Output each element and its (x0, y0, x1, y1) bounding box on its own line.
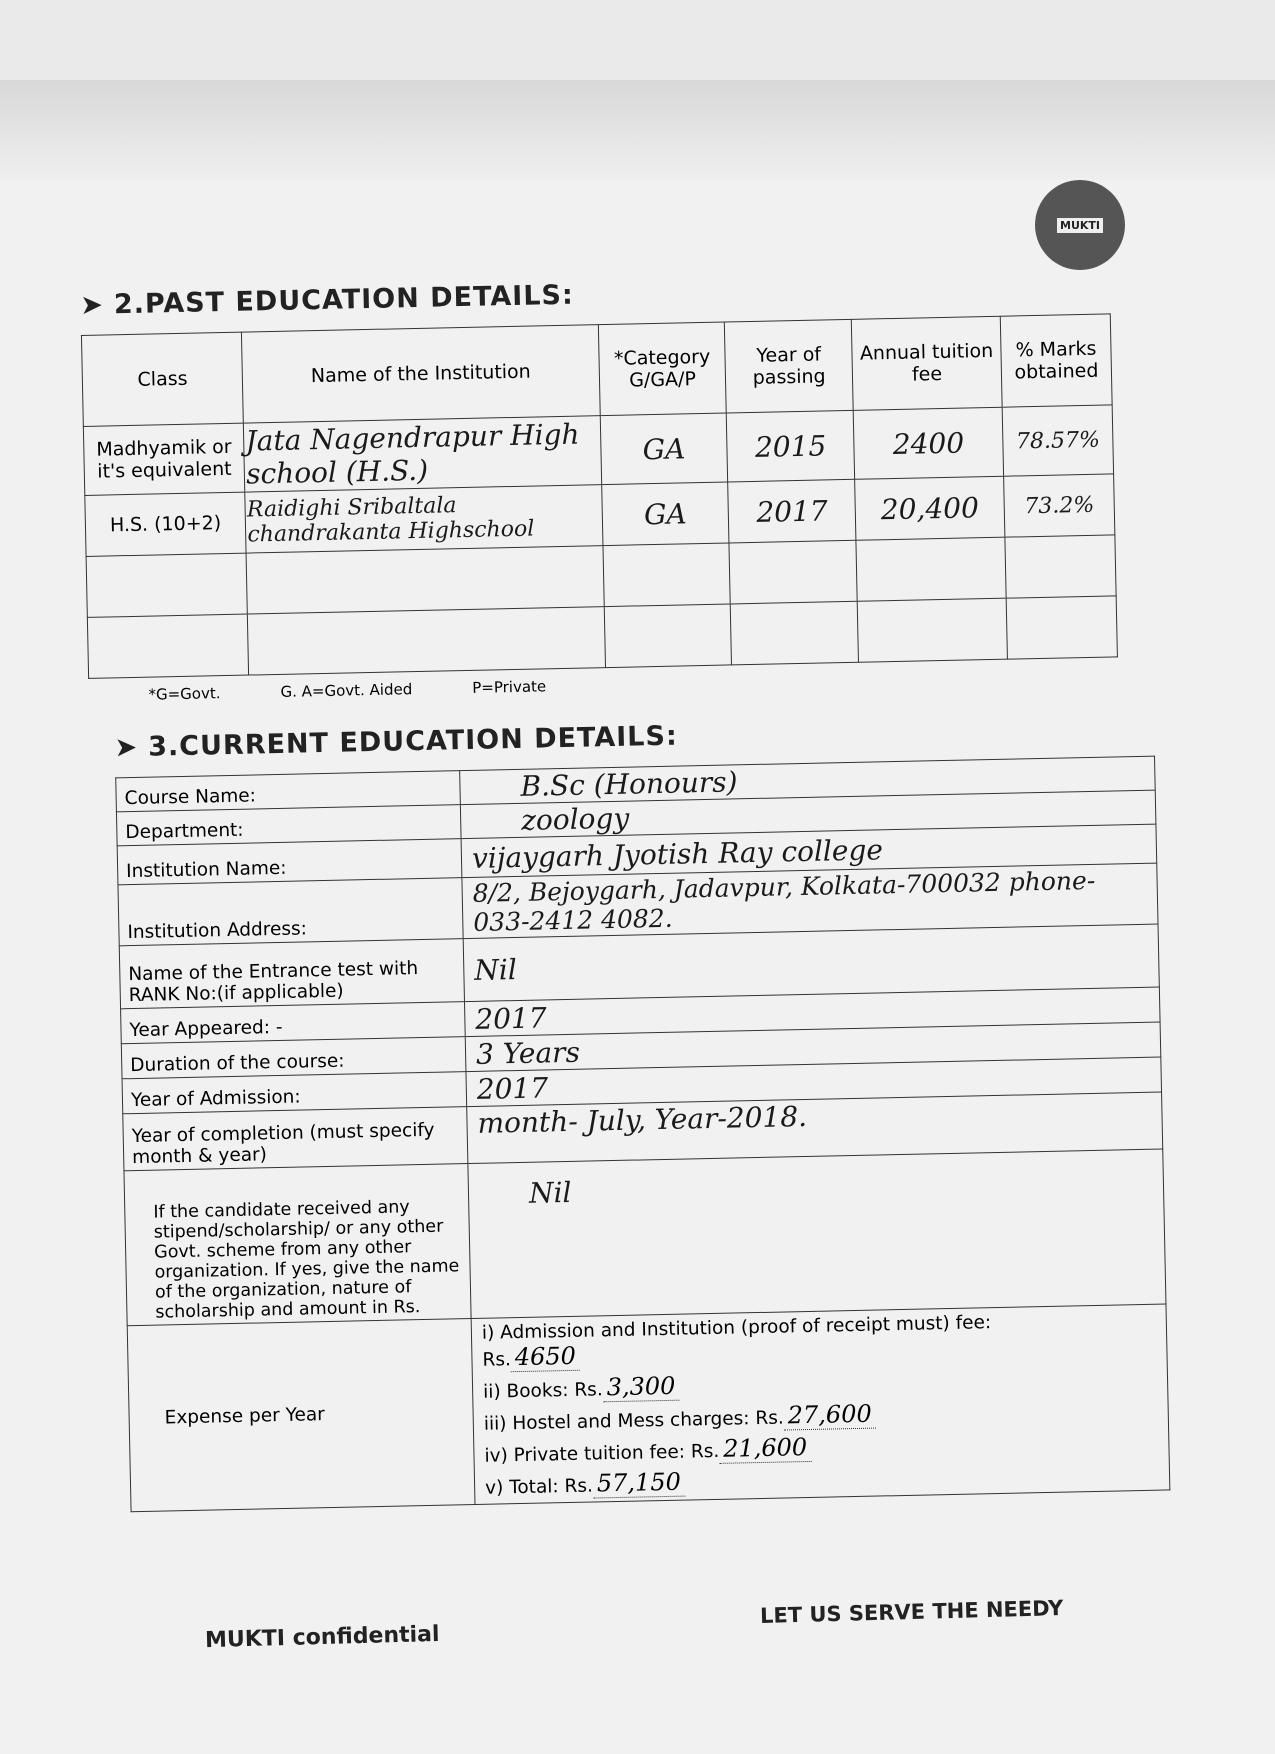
current-education-heading: ➤ 3.CURRENT EDUCATION DETAILS: (114, 720, 679, 764)
table-row: Institution Name: vijaygarh Jyotish Ray college (117, 824, 1157, 885)
footer-tagline: LET US SERVE THE NEEDY (759, 1596, 1064, 1628)
arrow-bullet-icon: ➤ (80, 289, 105, 321)
footer-confidential: MUKTI confidential (204, 1621, 440, 1654)
expense-hostel: iii) Hostel and Mess charges: Rs. 27,600 (483, 1394, 1157, 1436)
column-header: Annual tuition fee (851, 316, 1002, 410)
marks-cell: 73.2% (1004, 474, 1115, 537)
expense-tuition: iv) Private tuition fee: Rs. 21,600 (484, 1426, 1158, 1468)
column-header: Name of the Institution (242, 325, 600, 423)
current-education-table (115, 756, 1170, 1513)
expense-total: v) Total: Rs. 57,150 (485, 1458, 1159, 1500)
table-row: Department: zoology (116, 790, 1155, 846)
year-cell: 2017 (728, 479, 856, 543)
column-header: % Marks obtained (1000, 314, 1112, 407)
category-legend: *G=Govt. G. A=Govt. Aided P=Private (148, 677, 547, 704)
institution-cell: Jata Nagendrapur High school (H.S.) (244, 416, 602, 492)
table-row: Duration of the course: 3 Years (121, 1022, 1161, 1079)
mukti-logo: MUKTI (1035, 180, 1125, 270)
column-header: *Category G/GA/P (598, 322, 727, 416)
expense-admission: i) Admission and Institution (proof of receipt must) fee: Rs. 4650 (481, 1312, 992, 1372)
table-row: Name of the Entrance test with RANK No:(if applicable) Nil (119, 924, 1159, 1009)
fee-cell: 2400 (853, 407, 1003, 479)
table-row: Year of Admission: 2017 (122, 1057, 1162, 1114)
table-row: Year of completion (must specify month & year) month- July, Year-2018. (123, 1092, 1163, 1171)
table-row: Institution Address: 8/2, Bejoygarh, Jadavpur, Kolkata-700032 phone-033-2412 4082. (118, 863, 1158, 946)
table-row: Course Name: B.Sc (Honours) (116, 756, 1155, 812)
table-row: Year Appeared: - 2017 (121, 987, 1161, 1044)
class-cell: Madhyamik or it's equivalent (83, 423, 245, 495)
class-cell: H.S. (10+2) (85, 492, 247, 556)
expense-books: ii) Books: Rs. 3,300 (483, 1362, 1157, 1404)
past-education-heading: ➤ 2.PAST EDUCATION DETAILS: (80, 279, 575, 321)
page-fold-shadow (0, 80, 1275, 180)
category-cell: GA (601, 482, 729, 546)
expense-breakdown (471, 1304, 1170, 1505)
table-row-expense: Expense per Year i) Admission and Institution (proof of receipt must) fee: Rs. 4650 ii) Books: Rs. 3,300 iii) Hostel and Mess charges: Rs. 27,600 iv) Private tuition fee: Rs. 21,600 v) Total: Rs. 57,150 (127, 1304, 1170, 1512)
column-header: Year of passing (725, 319, 854, 413)
form-body (80, 267, 1185, 1512)
institution-cell: Raidighi Sribaltala chandrakanta Highschool (245, 485, 603, 553)
past-education-table (81, 313, 1118, 678)
year-cell: 2015 (727, 410, 855, 482)
marks-cell: 78.57% (1002, 405, 1113, 476)
arrow-bullet-icon: ➤ (114, 731, 139, 764)
column-header: Class (81, 332, 243, 426)
table-row: If the candidate received any stipend/scholarship/ or any other Govt. scheme from any other organization. If yes, give the name of the organization, nature of scholarship and amount in Rs. Nil (124, 1149, 1166, 1326)
fee-cell: 20,400 (855, 476, 1005, 540)
category-cell: GA (600, 413, 728, 485)
